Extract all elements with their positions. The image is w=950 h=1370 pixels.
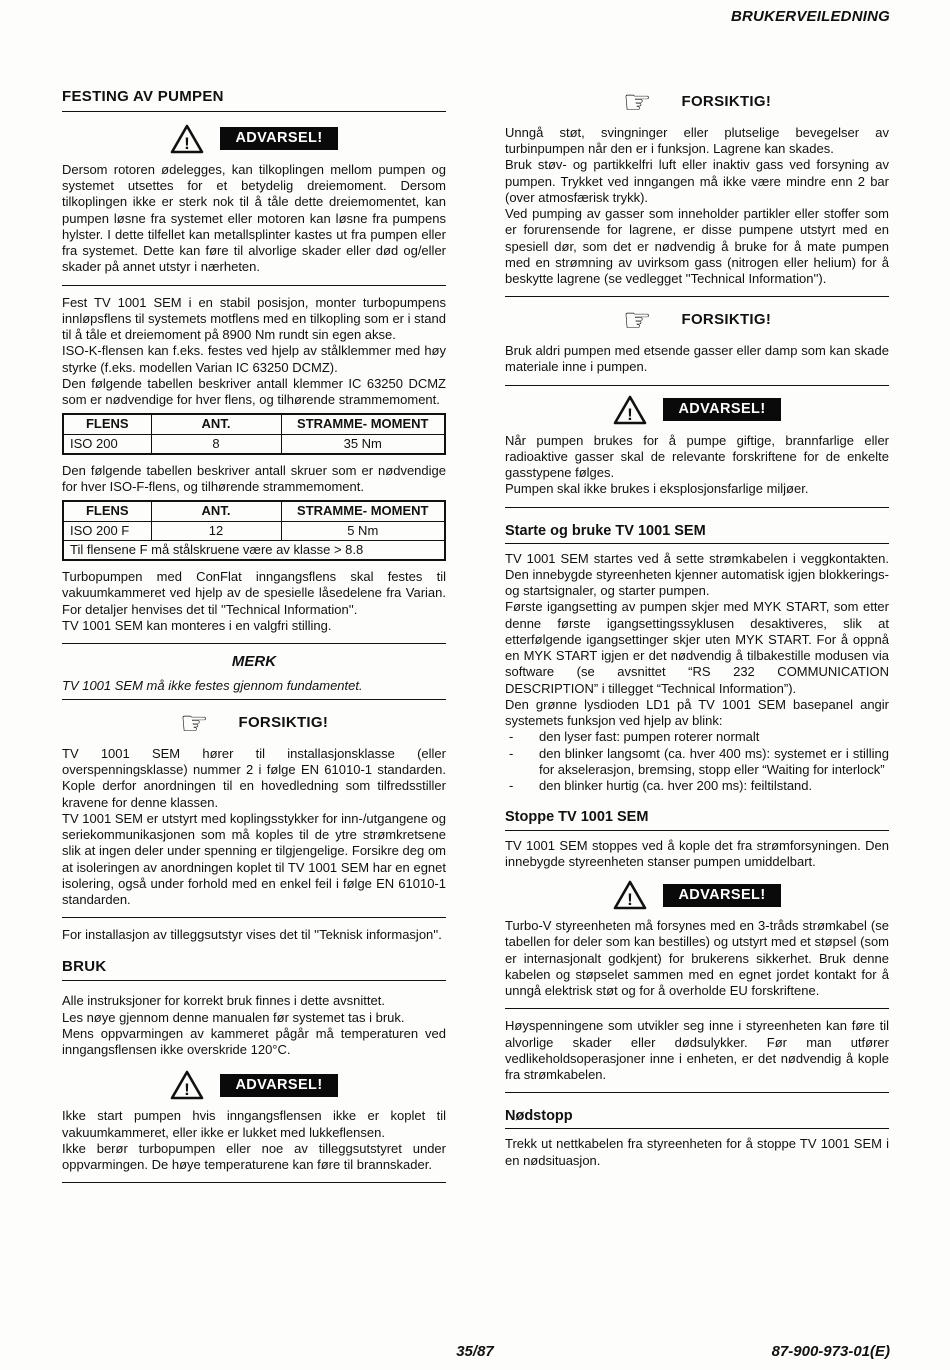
paragraph: Ikke berør turbopumpen eller noe av tilleggsutstyret under oppvarmingen. De høye temperaturene kan føre til brannskader.	[62, 1140, 446, 1173]
table-cell: ISO 200 F	[63, 521, 151, 540]
warning-header	[62, 124, 446, 154]
table-header-cell: STRAMME- MOMENT	[281, 414, 445, 434]
divider	[505, 1008, 889, 1009]
caution-header	[505, 84, 889, 120]
caution-label: FORSIKTIG!	[238, 714, 329, 732]
list-item	[505, 746, 889, 779]
paragraph: Turbopumpen med ConFlat inngangsflens skal festes til vakuumkammeret ved hjelp av de spesielle låsedelene fra Varian. For detaljer henvises det til ''Technical Information''.	[62, 569, 446, 617]
pointing-hand-icon: ☞	[622, 302, 652, 339]
table-note-row	[63, 540, 445, 560]
table-row	[63, 521, 445, 540]
note-text: TV 1001 SEM må ikke festes gjennom fundamentet.	[62, 677, 363, 693]
warning-label: ADVARSEL!	[220, 127, 337, 150]
paragraph: Høyspenningene som utvikler seg inne i styreenheten kan føre til alvorlige skader eller dødsulykker. Før man utfører vedlikeholdsoperasjoner inne i enheten, er det nødvendig å kople fra strømkabelen.	[505, 1018, 889, 1083]
paragraph: TV 1001 SEM kan monteres i en valgfri stilling.	[62, 617, 332, 633]
svg-text:!: !	[184, 1080, 191, 1100]
document-header-title: BRUKERVEILEDNING	[730, 8, 890, 25]
warning-triangle-icon	[170, 1070, 204, 1100]
table-row	[63, 434, 445, 454]
paragraph: Når pumpen brukes for å pumpe giftige, brannfarlige eller radioaktive gasser skal de relevante forskriftene for de enkelte gasstypene følges.	[505, 432, 889, 481]
paragraph: For installasjon av tilleggsutstyr vises det til ''Teknisk informasjon''.	[62, 927, 442, 943]
table-cell: 35 Nm	[281, 434, 445, 454]
paragraph: Den grønne lysdioden LD1 på TV 1001 SEM basepanel angir systemets funksjon ved hjelp av blink:	[505, 696, 889, 729]
note-title: MERK	[231, 653, 277, 670]
warning-header	[62, 1070, 446, 1100]
list-item-text: den blinker langsomt (ca. hver 400 ms): systemet er i stilling for akselerasjon, bremsing, stopp eller “Waiting for interlock”	[539, 745, 889, 777]
paragraph: Den følgende tabellen beskriver antall klemmer IC 63250 DCMZ som er nødvendige for hver flens, og tilhørende strammemoment.	[62, 375, 446, 407]
table-cell: 8	[151, 434, 281, 454]
list-marker: -	[509, 745, 514, 761]
paragraph: Unngå støt, svingninger eller plutselige bevegelser av turbinpumpen når den er i funksjon. Lagrene kan skades.	[505, 124, 889, 157]
paragraph: Bruk støv- og partikkelfri luft eller inaktiv gass ved forsyning av pumpen. Trykket ved inngangen må ikke være mindre enn 2 bar (over atmosfærisk trykk).	[505, 157, 889, 205]
table-header-row	[63, 414, 445, 434]
warning-header	[505, 395, 889, 425]
paragraph: TV 1001 SEM er utstyrt med koplingsstykker for inn-/utgangene og seriekommunikasjonen som må koples til de ytre strømkretsene slik at ingen deler under spenning er tilgjengelige. Forsikre deg om at isoleringen av anordningen koplet til TV 1001 SEM har en egnet isolering, også under forhold med en enkel feil i følge EN 61010-1 standarden.	[62, 810, 446, 908]
paragraph: Pumpen skal ikke brukes i eksplosjonsfarlige miljøer.	[505, 481, 809, 497]
left-column	[62, 88, 446, 1192]
paragraph: TV 1001 SEM startes ved å sette strømkabelen i veggkontakten. Den innebygde styreenheten kjenner automatisk igjen blokkerings- og startsignaler, og starter pumpen.	[505, 550, 889, 599]
warning-label: ADVARSEL!	[663, 884, 780, 907]
section-title-nodstopp: Nødstopp	[505, 1107, 889, 1129]
divider	[62, 699, 446, 700]
table-cell: 12	[151, 521, 281, 540]
pointing-hand-icon: ☞	[179, 705, 209, 741]
content-columns	[62, 84, 889, 1192]
paragraph: Den følgende tabellen beskriver antall skruer som er nødvendige for hver ISO-F-flens, og tilhørende strammemoment.	[62, 462, 446, 494]
table-cell: 5 Nm	[281, 521, 445, 540]
paragraph: Fest TV 1001 SEM i en stabil posisjon, monter turbopumpens innløpsflens til systemets motflens med en tilkopling som er i stand til å tåle et dreiemoment på 8900 Nm rundt sin egen akse.	[62, 294, 446, 342]
caution-header	[62, 705, 446, 741]
iso-k-flange-table	[62, 413, 446, 455]
table-header-cell: STRAMME- MOMENT	[281, 501, 445, 521]
right-column	[505, 84, 889, 1192]
document-code: 87-900-973-01(E)	[771, 1343, 890, 1360]
paragraph: TV 1001 SEM stoppes ved å kople det fra strømforsyningen. Den innebygde styreenheten stanser pumpen umiddelbart.	[505, 837, 889, 869]
table-header-cell: ANT.	[151, 414, 281, 434]
section-title-bruk: BRUK	[62, 958, 446, 982]
blink-status-list	[505, 729, 889, 794]
paragraph: Les nøye gjennom denne manualen før systemet tas i bruk.	[62, 1009, 405, 1025]
table-header-cell: ANT.	[151, 501, 281, 521]
list-item	[505, 729, 889, 745]
paragraph: Ved pumping av gasser som inneholder partikler eller stoffer som er forurensende for lagrene, er disse pumpene utstyrt med en spesiell dør, som det er nødvendig å bruke for å mate pumpen med en strømning av uvirksom gass (nitrogen eller helium) for å beskytte lagrene (se vedlegget ''Technical Information'').	[505, 206, 889, 287]
page-number: 35/87	[456, 1343, 494, 1360]
section-title-stoppe: Stoppe TV 1001 SEM	[505, 808, 889, 830]
caution-label: FORSIKTIG!	[681, 93, 772, 111]
table-note-cell: Til flensene F må stålskruene være av klasse > 8.8	[63, 540, 445, 560]
warning-header	[505, 880, 889, 910]
paragraph: Ikke start pumpen hvis inngangsflensen ikke er koplet til vakuumkammeret, eller ikke er lukket med lukkeflensen.	[62, 1108, 446, 1140]
section-title-starte: Starte og bruke TV 1001 SEM	[505, 522, 889, 544]
section-title-festing-av-pumpen: FESTING AV PUMPEN	[62, 88, 446, 112]
table-header-row	[63, 501, 445, 521]
divider	[505, 385, 889, 386]
caution-label: FORSIKTIG!	[681, 311, 772, 329]
warning-triangle-icon	[613, 395, 647, 425]
divider	[62, 1182, 446, 1183]
list-marker: -	[509, 778, 514, 794]
caution-header	[505, 302, 889, 339]
paragraph: ISO-K-flensen kan f.eks. festes ved hjelp av stålklemmer med høy styrke (f.eks. modellen Varian IC 63250 DCMZ).	[62, 343, 446, 375]
divider	[62, 917, 446, 918]
list-item-text: den blinker hurtig (ca. hver 200 ms): feiltilstand.	[539, 778, 813, 794]
warning-triangle-icon	[170, 124, 204, 154]
list-item-text: den lyser fast: pumpen roterer normalt	[539, 729, 760, 745]
paragraph: Første igangsetting av pumpen skjer med MYK START, som etter denne første igangsettingssyklusen desaktiveres, slik at etterfølgende igangsettinger skjer uten MYK START. For å oppnå en MYK START igjen er det nødvendig å tilbakestille modusen via software (se avsnittet “RS 232 COMMUNICATION DESCRIPTION” i tillegget “Technical Information”).	[505, 599, 889, 696]
list-marker: -	[509, 729, 514, 745]
warning-label: ADVARSEL!	[663, 398, 780, 421]
paragraph: Dersom rotoren ødelegges, kan tilkoplingen mellom pumpen og systemet utsettes for et betydelig dreiemoment. Dersom tilkoplingen ikke er sterk nok til å tåle dette dreiemomentet, kan pumpen løsne fra systemet eller motoren kan løsne fra pumpens hylster. I dette tilfellet kan metallsplinter kastes ut fra pumpen eller fra systemet. Dette kan føre til alvorlige skader eller død og/eller skader på annet utstyr i nærheten.	[62, 161, 446, 275]
divider	[62, 285, 446, 286]
paragraph: Trekk ut nettkabelen fra styreenheten for å stoppe TV 1001 SEM i en nødsituasjon.	[505, 1136, 889, 1168]
iso-f-flange-table	[62, 500, 446, 561]
svg-text:!: !	[627, 890, 634, 910]
list-item	[505, 778, 889, 794]
table-header-cell: FLENS	[63, 501, 151, 521]
svg-text:!: !	[627, 404, 634, 424]
divider	[505, 1092, 889, 1093]
table-header-cell: FLENS	[63, 414, 151, 434]
divider	[505, 296, 889, 297]
table-cell: ISO 200	[63, 434, 151, 454]
divider	[62, 643, 446, 644]
divider	[505, 507, 889, 508]
paragraph: Turbo-V styreenheten må forsynes med en 3-tråds strømkabel (se tabellen for deler som kan bestilles) og utstyrt med et støpsel (som er internasjonalt godkjent) for brukerens sikkerhet. Bruk denne kabelen og støpselet sammen med en egnet jordet kontakt for å unngå elektrisk støt og for å overholde EU forskriftene.	[505, 918, 889, 999]
paragraph: Bruk aldri pumpen med etsende gasser eller damp som kan skade materiale inne i pumpen.	[505, 343, 889, 375]
pointing-hand-icon: ☞	[622, 84, 652, 120]
paragraph: Mens oppvarmingen av kammeret pågår må temperaturen ved inngangsflensen ikke overskride 120°C.	[62, 1025, 446, 1058]
warning-triangle-icon	[613, 880, 647, 910]
warning-label: ADVARSEL!	[220, 1074, 337, 1097]
paragraph: TV 1001 SEM hører til installasjonsklasse (eller overspenningsklasse) nummer 2 i følge EN 61010-1 standarden. Kople derfor anordningen til en hovedledning som tilfredsstiller kravene for denne klassen.	[62, 745, 446, 810]
svg-text:!: !	[184, 133, 191, 153]
paragraph: Alle instruksjoner for korrekt bruk finnes i dette avsnittet.	[62, 993, 385, 1009]
